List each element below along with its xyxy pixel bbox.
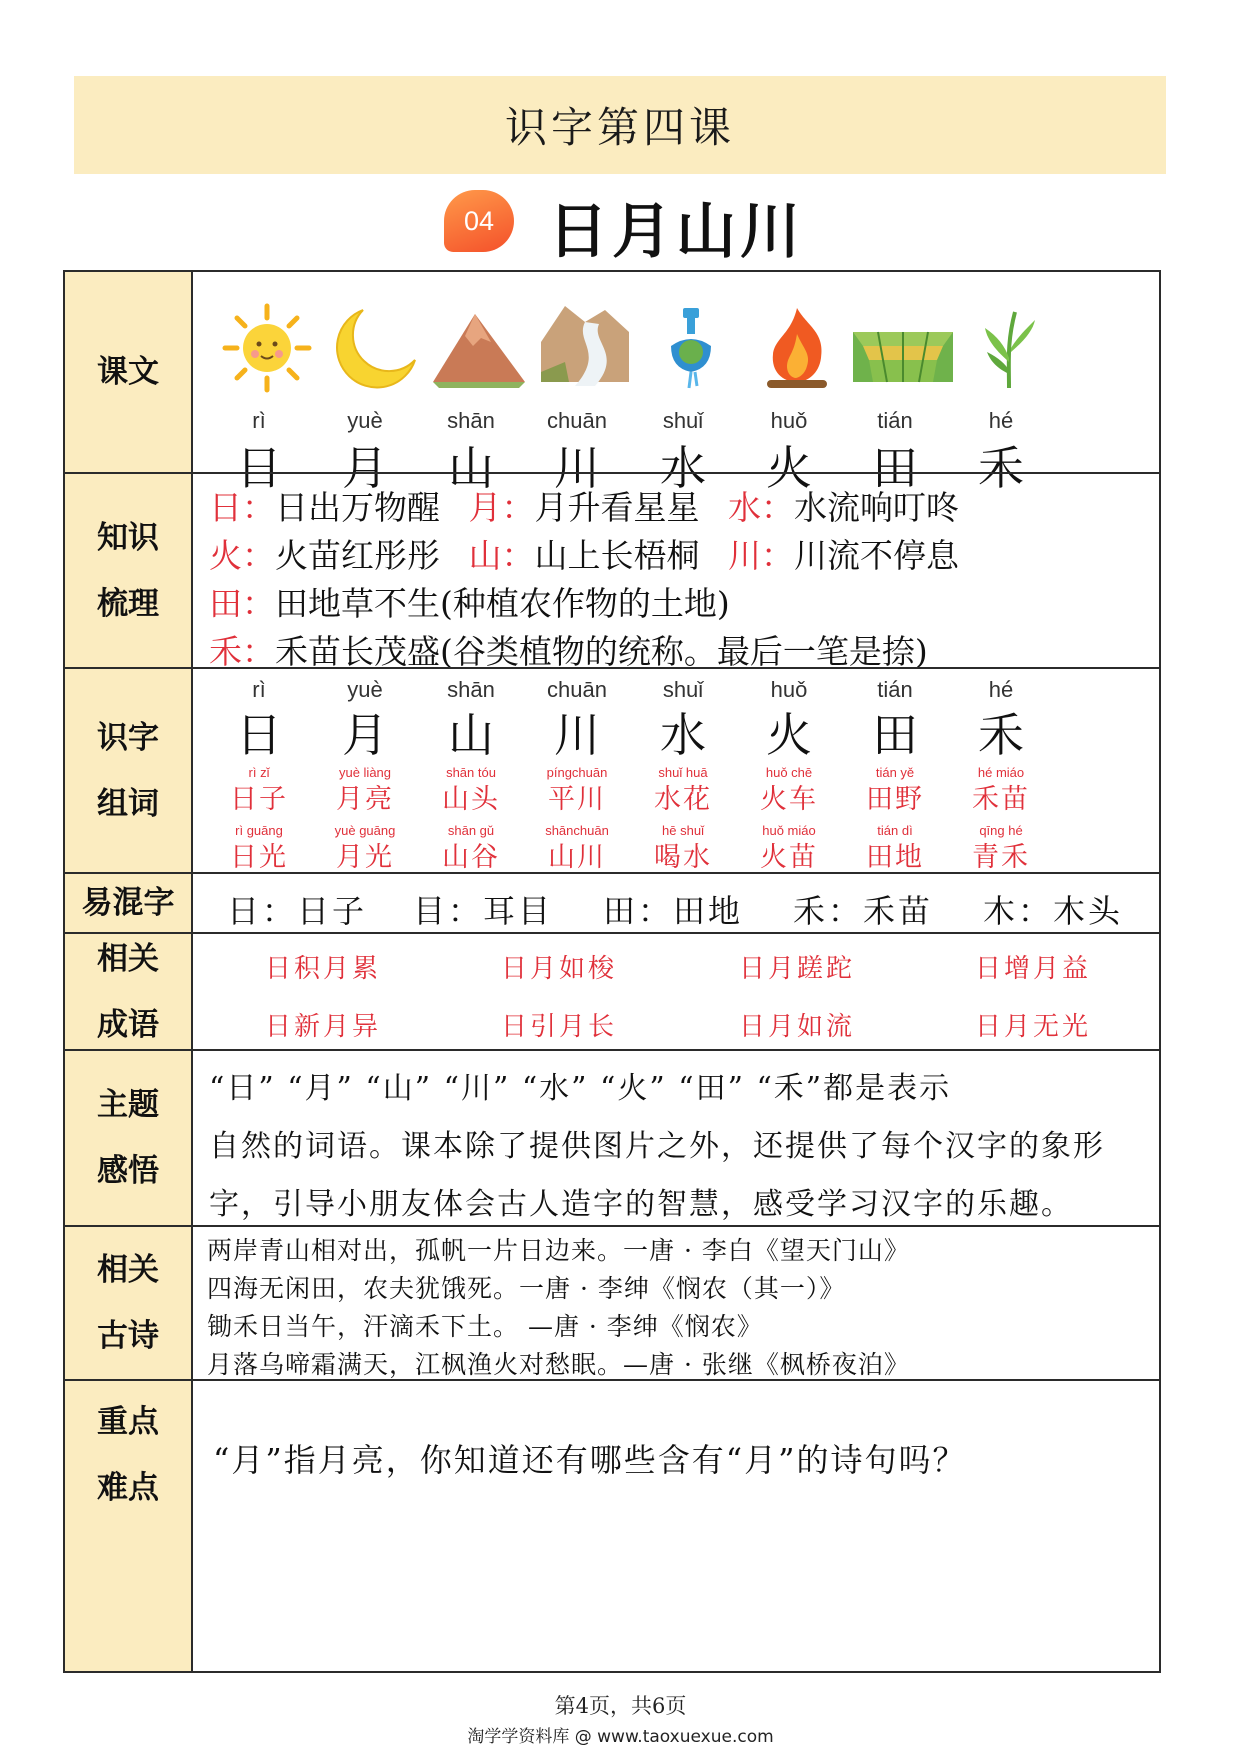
character-hanzi: 禾 (978, 708, 1024, 762)
mountain-icon (429, 302, 529, 394)
character-hanzi: 田 (872, 441, 918, 495)
theme-line: 字，引导小朋友体会古人造字的智慧，感受学习汉字的乐趣。 (209, 1187, 1073, 1222)
lesson-table (63, 270, 1161, 1673)
confusable-item: 木：木头 (983, 892, 1124, 930)
poems-content (195, 1227, 1159, 1379)
character-hanzi: 火 (766, 441, 812, 495)
confusable-item: 目：耳目 (413, 892, 554, 930)
word-pinyin: shānchuān (545, 823, 609, 838)
character-hanzi: 日 (236, 441, 282, 495)
word: 山头 (442, 784, 500, 815)
word: 禾苗 (972, 784, 1030, 815)
confusable-item: 日：日子 (227, 892, 368, 930)
character-hanzi: 水 (660, 708, 706, 762)
idiom: 日月如流 (739, 1012, 856, 1042)
fire-icon (747, 302, 847, 394)
character-hanzi: 水 (660, 441, 706, 495)
idiom: 日月蹉跎 (739, 954, 856, 984)
row-label: 课文 (65, 272, 193, 472)
character-pinyin: rì (252, 677, 266, 702)
word-pinyin: tián dì (877, 823, 913, 838)
word-pinyin: huǒ miáo (762, 823, 816, 838)
row-key-points (65, 1379, 1159, 1671)
lesson-banner (74, 76, 1166, 174)
row-label: 主题 感悟 (65, 1051, 193, 1225)
word: 火苗 (760, 842, 818, 873)
character-pinyin: huǒ (770, 677, 808, 702)
word: 平川 (548, 784, 606, 815)
word: 日光 (230, 842, 288, 873)
word-pinyin: rì zǐ (248, 765, 270, 780)
row-text (65, 272, 1159, 495)
page-number: 第4页，共6页 (554, 1694, 687, 1718)
word: 山谷 (442, 842, 500, 873)
poem-line: 月落乌啼霜满天，江枫渔火对愁眠。—唐 · 张继《枫桥夜泊》 (207, 1350, 910, 1379)
word: 山川 (548, 842, 606, 873)
character-hanzi: 川 (554, 708, 600, 762)
lesson-number-badge: 04 (444, 190, 514, 252)
sun-icon (217, 302, 317, 394)
character-hanzi: 日 (236, 708, 282, 762)
knowledge-line: 火：火苗红彤彤 山：山上长梧桐 川：川流不停息 (209, 536, 959, 575)
character-hanzi: 山 (448, 441, 494, 495)
character-pinyin: chuān (547, 677, 607, 702)
word: 喝水 (654, 842, 712, 873)
text-content (195, 272, 1159, 495)
character-pinyin: yuè (347, 408, 383, 433)
character-pinyin: shuǐ (662, 677, 704, 702)
character-hanzi: 月 (342, 441, 388, 495)
row-label: 相关 成语 (65, 934, 193, 1049)
confusable-content (195, 874, 1159, 932)
word-pinyin: píngchuān (546, 765, 608, 780)
character-hanzi: 火 (766, 708, 812, 762)
confusable-item: 田：田地 (603, 892, 744, 930)
character-pinyin: shān (447, 408, 495, 433)
character-pinyin: rì (252, 408, 266, 433)
word-pinyin: huǒ chē (765, 765, 813, 780)
picture-strip (195, 302, 1159, 394)
row-idioms (65, 932, 1159, 1049)
field-icon (853, 302, 953, 394)
poem-line: 四海无闲田，农夫犹饿死。一唐 · 李绅《悯农（其一）》 (207, 1274, 846, 1303)
banner-title: 识字第四课 (504, 103, 735, 152)
knowledge-line: 田：田地草不生(种植农作物的土地) (209, 584, 730, 623)
word-pinyin: shān gǔ (447, 823, 495, 838)
moon-icon (323, 302, 423, 394)
word-pinyin: tián yě (875, 765, 915, 780)
row-poems (65, 1225, 1159, 1379)
idiom: 日月无光 (975, 1012, 1092, 1042)
poem-line: 两岸青山相对出，孤帆一片日边来。一唐 · 李白《望天门山》 (207, 1236, 910, 1265)
character-hanzi: 月 (342, 708, 388, 762)
theme-content (195, 1051, 1159, 1225)
idiom: 日增月益 (975, 954, 1092, 984)
character-pinyin: shuǐ (662, 408, 704, 433)
lesson-title: 日月山川 (548, 197, 804, 267)
word: 水花 (654, 784, 712, 815)
character-pinyin: hé (988, 408, 1014, 433)
word: 月亮 (336, 784, 394, 815)
word-pinyin: yuè guāng (334, 823, 396, 838)
water-icon (641, 302, 741, 394)
word: 田地 (866, 842, 924, 873)
character-hanzi: 田 (872, 708, 918, 762)
poem-line: 锄禾日当午，汗滴禾下土。 —唐 · 李绅《悯农》 (207, 1312, 763, 1341)
row-label: 重点 难点 (65, 1381, 193, 1671)
footer-site: 淘学学资料库 @ www.taoxuexue.com (467, 1727, 774, 1747)
word: 火车 (760, 784, 818, 815)
knowledge-line: 禾：禾苗长茂盛(谷类植物的统称。最后一笔是捺) (209, 632, 928, 671)
word: 日子 (230, 784, 288, 815)
row-label: 知识 梳理 (65, 474, 193, 667)
character-hanzi: 禾 (978, 441, 1024, 495)
word-pinyin: shān tóu (446, 765, 496, 780)
word: 月光 (336, 842, 394, 873)
idiom: 日新月异 (265, 1012, 382, 1042)
row-theme (65, 1049, 1159, 1225)
row-words (65, 667, 1159, 872)
row-knowledge (65, 472, 1159, 671)
character-pinyin: hé (988, 677, 1014, 702)
row-confusable (65, 872, 1159, 932)
word: 田野 (866, 784, 924, 815)
row-label: 识字 组词 (65, 669, 193, 872)
key-question: “月”指月亮，你知道还有哪些含有“月”的诗句吗？ (213, 1441, 967, 1479)
idiom: 日积月累 (265, 954, 382, 984)
character-hanzi: 山 (448, 708, 494, 762)
row-label: 易混字 (65, 874, 193, 932)
lesson-header (0, 180, 1241, 270)
idioms-content (195, 934, 1159, 1049)
row-label: 相关 古诗 (65, 1227, 193, 1379)
confusable-item: 禾：禾苗 (793, 892, 934, 930)
theme-line: “日” “月” “山” “川” “水” “火” “田” “禾”都是表示 (209, 1071, 952, 1106)
character-pinyin: chuān (547, 408, 607, 433)
word-pinyin: yuè liàng (338, 765, 392, 780)
knowledge-line: 日：日出万物醒 月：月升看星星 水：水流响叮咚 (209, 488, 959, 527)
word: 青禾 (972, 842, 1030, 873)
word-pinyin: shuǐ huā (658, 765, 708, 780)
character-pinyin: tián (877, 677, 913, 702)
word-pinyin: qīng hé (979, 823, 1023, 838)
idiom: 日引月长 (501, 1012, 618, 1042)
character-pinyin: tián (877, 408, 913, 433)
words-content (195, 669, 1159, 872)
character-hanzi: 川 (554, 441, 600, 495)
key-content (195, 1381, 1159, 1671)
word-pinyin: hē shuǐ (662, 823, 704, 838)
knowledge-content (195, 474, 1159, 671)
character-pinyin: shān (447, 677, 495, 702)
idiom: 日月如梭 (501, 954, 618, 984)
grain-icon (959, 302, 1059, 394)
character-pinyin: huǒ (770, 408, 808, 433)
word-pinyin: rì guāng (235, 823, 283, 838)
word-pinyin: hé miáo (977, 765, 1025, 780)
theme-line: 自然的词语。课本除了提供图片之外，还提供了每个汉字的象形 (209, 1129, 1105, 1164)
character-pinyin: yuè (347, 677, 383, 702)
river-icon (535, 302, 635, 394)
